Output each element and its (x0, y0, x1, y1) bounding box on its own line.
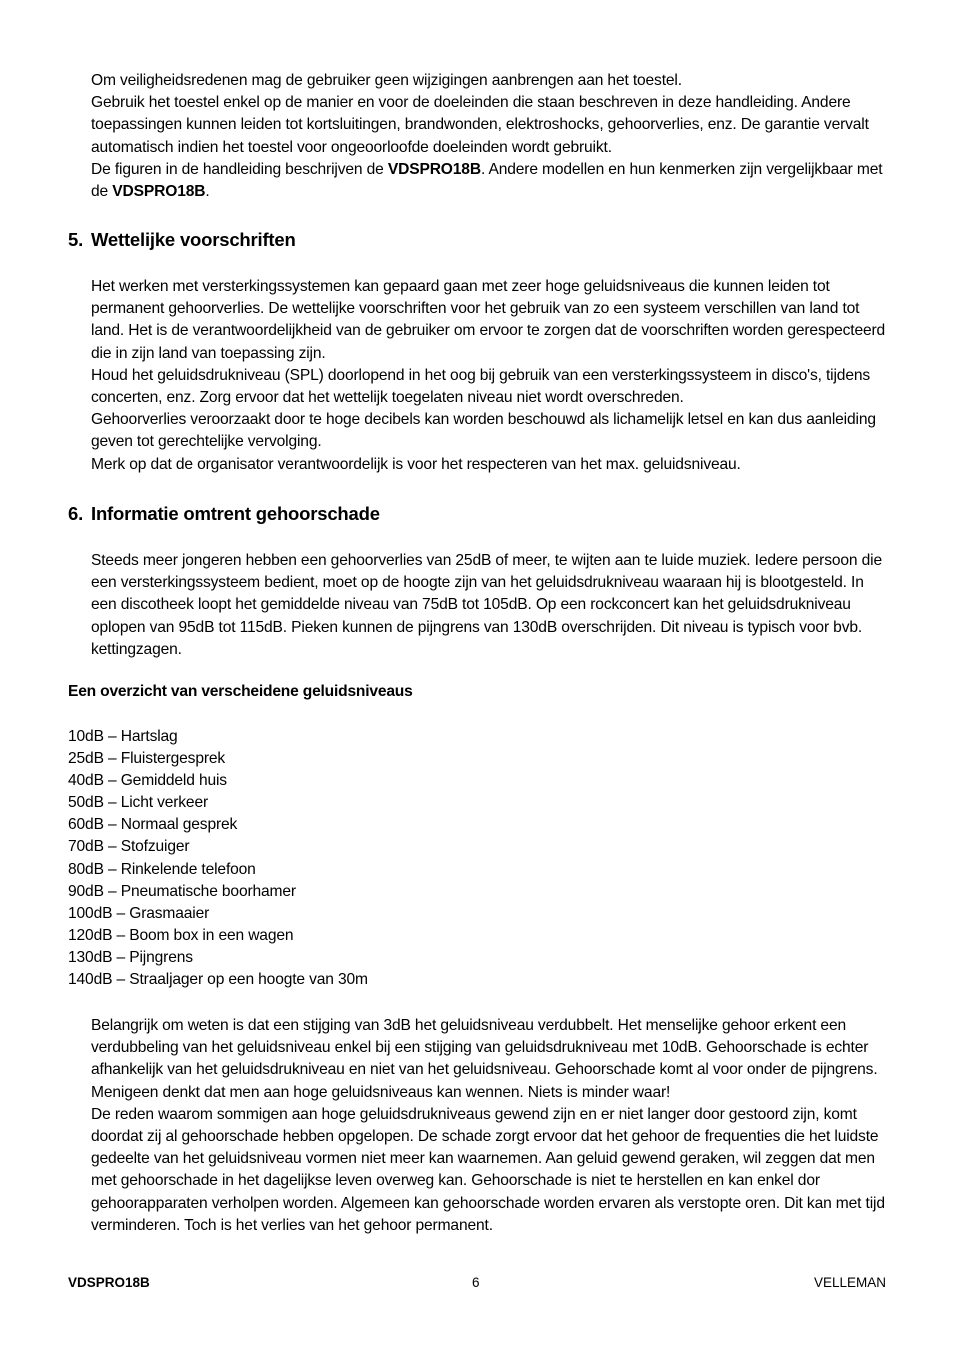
list-item: 120dB – Boom box in een wagen (68, 926, 294, 944)
section-5-body (91, 276, 891, 476)
section-6-paragraph-2: Belangrijk om weten is dat een stijging van 3dB het geluidsniveau verdubbelt. Het menselijke gehoor erkent een verdubbeling van het geluidsniveau enkel bij een stijging van geluidsdrukniveau met 10dB. Gehoorschade is echter afhankelijk van het geluidsdrukniveau en niet van het geluidsniveau. Gehoorschade komt al voor onder de pijngrens. (91, 1017, 878, 1079)
footer-model: VDSPRO18B (68, 1275, 150, 1290)
intro-text-e: . (205, 183, 210, 201)
list-item: 90dB – Pneumatische boorhamer (68, 882, 296, 900)
section-5-paragraph-2: Houd het geluidsdrukniveau (SPL) doorlopend in het oog bij gebruik van een versterkingssysteem in disco's, tijdens concerten, enz. Zorg ervoor dat het wettelijk toegelaten niveau niet wordt overschreden. (91, 366, 871, 407)
intro-text-a: De figuren in de handleiding beschrijven de (91, 160, 388, 178)
intro-paragraph-1: Om veiligheidsredenen mag de gebruiker geen wijzigingen aanbrengen aan het toestel. (91, 72, 682, 89)
sound-levels-list (68, 726, 368, 991)
list-item: 140dB – Straaljager op een hoogte van 30m (68, 971, 368, 989)
section-6-paragraph-4: De reden waarom sommigen aan hoge geluidsdrukniveaus gewend zijn en er niet langer door gestoord zijn, komt doordat zij al gehoorschade hebben opgelopen. De schade zorgt ervoor dat het gehoor de frequenties die het luidste gedeelte van het geluidsniveau vormen niet meer kan waarnemen. Aan geluid gewend geraken, wil zeggen dat men met gehoorschade in het dagelijkse leven overweg kan. Gehoorschade is niet te herstellen en kan enkel dor gehoorapparaten verholpen worden. Algemeen kan gehoorschade worden ervaren als verstopte oren. Dit kan met tijd verminderen. Toch is het verlies van het gehoor permanent. (91, 1105, 885, 1234)
intro-paragraph-3 (91, 159, 891, 203)
intro-block (91, 70, 891, 203)
intro-text-c: . Andere modellen en hun kenmerken zijn vergelijkbaar met de (91, 160, 883, 201)
model-name: VDSPRO18B (112, 183, 206, 201)
section-6-paragraph-3: Menigeen denkt dat men aan hoge geluidsniveaus kan wennen. Niets is minder waar! (91, 1083, 671, 1101)
section-6-body (91, 550, 891, 661)
section-5-heading (68, 229, 296, 251)
list-item: 80dB – Rinkelende telefoon (68, 860, 256, 878)
levels-subheading: Een overzicht van verscheidene geluidsniveaus (68, 683, 413, 700)
model-name: VDSPRO18B (387, 160, 481, 178)
section-6-heading (68, 503, 380, 525)
section-number: 5. (68, 229, 84, 250)
section-title: Informatie omtrent gehoorschade (91, 503, 380, 524)
page-number: 6 (472, 1275, 480, 1290)
footer-brand: VELLEMAN (813, 1275, 886, 1290)
list-item: 40dB – Gemiddeld huis (68, 772, 227, 790)
list-item: 60dB – Normaal gesprek (68, 816, 238, 834)
list-item: 10dB – Hartslag (68, 728, 178, 745)
section-5-paragraph-3: Gehoorverlies veroorzaakt door te hoge decibels kan worden beschouwd als lichamelijk letsel en kan dus aanleiding geven tot gerechtelijke vervolging. (91, 411, 876, 451)
list-item: 70dB – Stofzuiger (68, 838, 190, 856)
section-5-paragraph-1: Het werken met versterkingssystemen kan gepaard gaan met zeer hoge geluidsniveaus die kunnen leiden tot permanent gehoorverlies. De wettelijke voorschriften voor het gebruik van zo een systeem verschillen van land tot land. Het is de verantwoordelijkheid van de gebruiker om ervoor te zorgen dat de voorschriften worden gerespecteerd die in zijn land van toepassing zijn. (91, 278, 886, 362)
section-number: 6. (68, 503, 84, 524)
list-item: 50dB – Licht verkeer (68, 794, 209, 812)
list-item: 25dB – Fluistergesprek (68, 750, 226, 768)
list-item: 130dB – Pijngrens (68, 948, 193, 966)
intro-paragraph-2: Gebruik het toestel enkel op de manier en voor de doeleinden die staan beschreven in deze handleiding. Andere toepassingen kunnen leiden tot kortsluitingen, brandwonden, elektroshocks, gehoorverlies, enz. De garantie vervalt automatisch indien het toestel voor ongeoorloofde doeleinden wordt gebruikt. (91, 94, 869, 156)
section-6-closing (91, 1015, 891, 1237)
list-item: 100dB – Grasmaaier (68, 904, 210, 922)
section-5-paragraph-4: Merk op dat de organisator verantwoordelijk is voor het respecteren van het max. geluidsniveau. (91, 455, 741, 473)
section-6-paragraph-1: Steeds meer jongeren hebben een gehoorverlies van 25dB of meer, te wijten aan te luide muziek. Iedere persoon die een versterkingssysteem bedient, moet op de hoogte zijn van het geluidsdrukniveau waaraan hij is blootgesteld. In een discotheek loopt het gemiddelde niveau van 75dB tot 105dB. Op een rockconcert kan het geluidsdrukniveau oplopen van 95dB tot 115dB. Pieken kunnen de pijngrens van 130dB overschrijden. Dit niveau is typisch voor bvb. kettingzagen. (91, 552, 882, 658)
section-title: Wettelijke voorschriften (91, 229, 296, 250)
